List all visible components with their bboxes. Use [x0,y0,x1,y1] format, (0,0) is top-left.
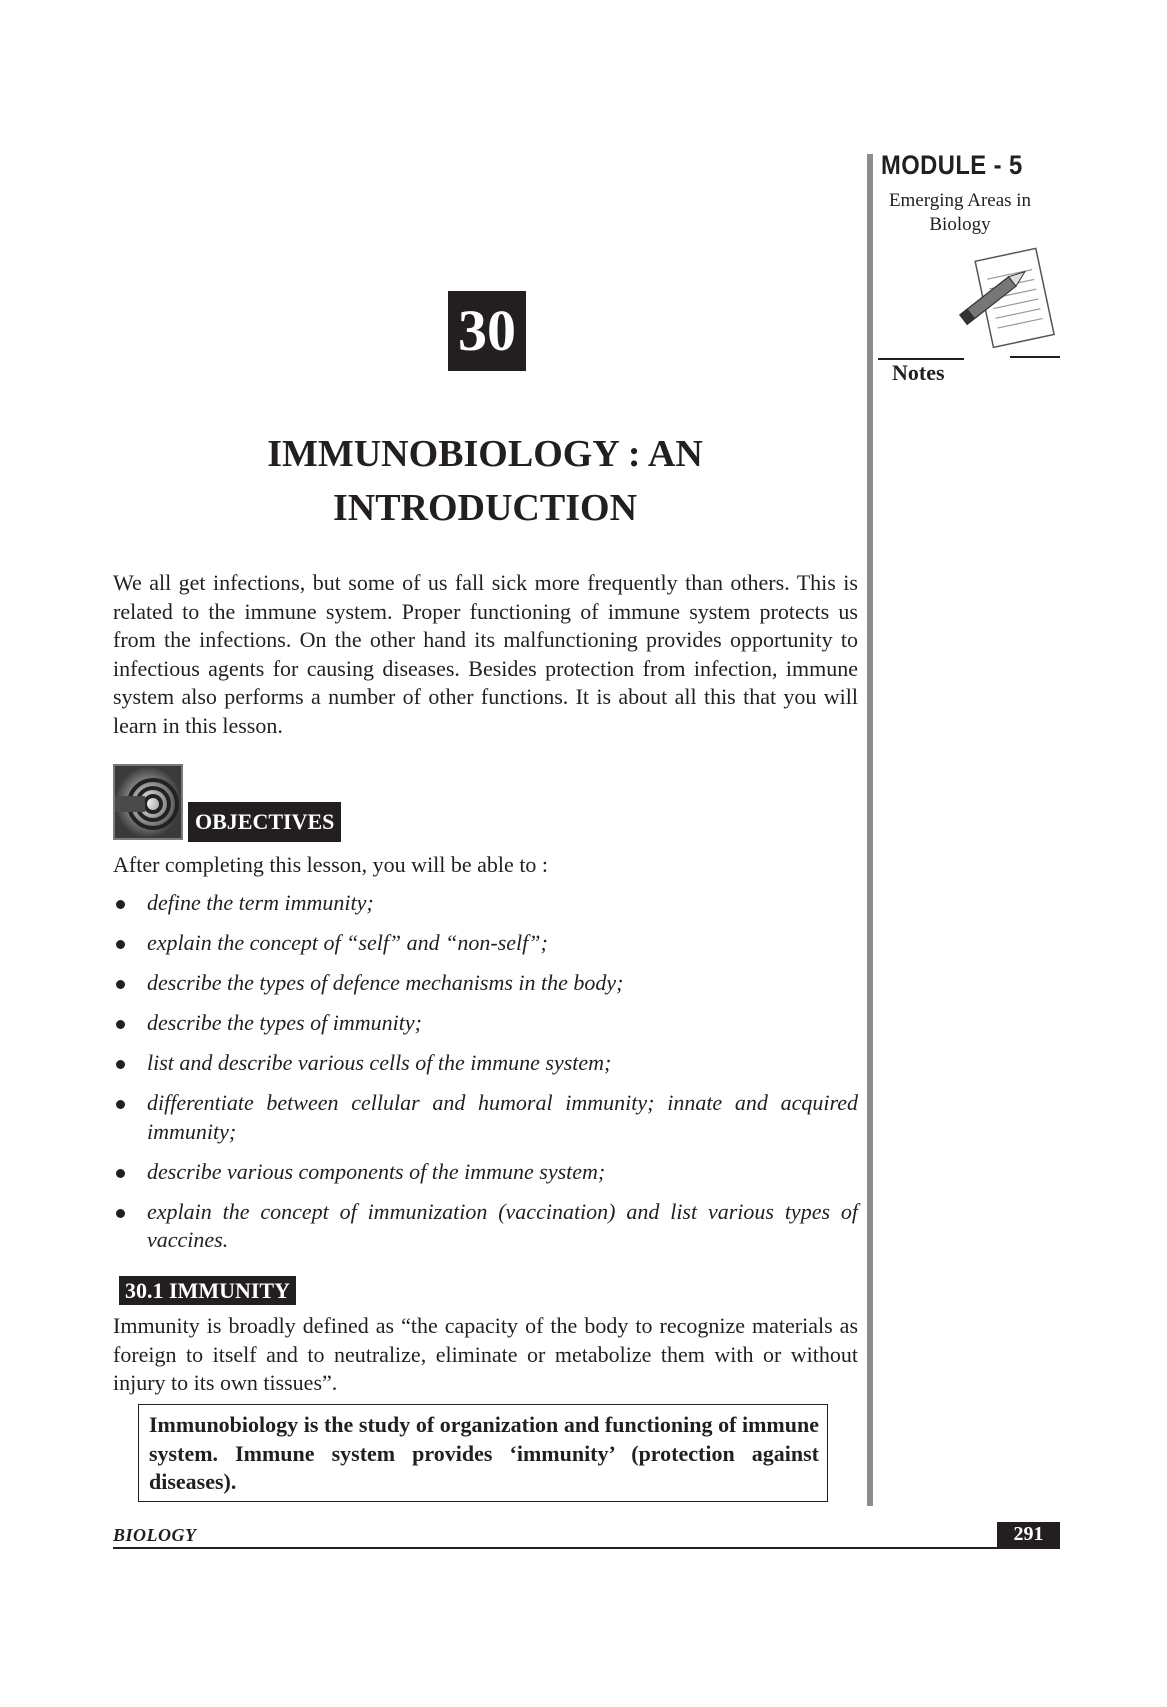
list-item: describe the types of immunity; [113,1009,858,1038]
chapter-title [113,427,857,535]
target-icon [113,764,183,840]
list-item: list and describe various cells of the immune system; [113,1049,858,1078]
list-item: explain the concept of immunization (vaccination) and list various types of vaccines. [113,1198,858,1255]
section-heading: 30.1 IMMUNITY [119,1276,296,1305]
notes-divider [1010,356,1060,358]
list-item: define the term immunity; [113,889,858,918]
objectives-lead: After completing this lesson, you will be able to : [113,852,549,877]
bullet-icon [116,1209,125,1218]
footer-subject: BIOLOGY [113,1525,197,1545]
page-number: 291 [997,1522,1060,1549]
intro-paragraph: We all get infections, but some of us fall sick more frequently than others. This is related to the immune system. Proper functioning of immune system protects us from the infections. On the other hand its malfunctioning provides opportunity to infectious agents for causing diseases. Besides protection from infection, immune system also performs a number of other functions. It is about all this that you will learn in this lesson. [113,570,858,738]
bullet-icon [116,1060,125,1069]
bullet-icon [116,900,125,909]
objectives-list [113,889,858,1266]
chapter-title-line: IMMUNOBIOLOGY : AN [267,433,703,475]
chapter-title-line: INTRODUCTION [332,487,638,529]
list-item: describe various components of the immune system; [113,1158,858,1187]
notes-label: Notes [892,360,945,385]
bullet-icon [116,980,125,989]
objectives-heading: OBJECTIVES [188,802,341,842]
bullet-icon [116,1100,125,1109]
bullet-icon [116,1020,125,1029]
bullet-icon [116,940,125,949]
module-subtitle: Emerging Areas in Biology [888,190,1032,235]
footer-rule [113,1547,1060,1549]
margin-rule [867,154,873,1506]
definition-box: Immunobiology is the study of organization and functioning of immune system. Immune system provides ‘immunity’ (protection against diseases). [138,1404,828,1502]
list-item: explain the concept of “self” and “non-self”; [113,929,858,958]
notepad-pencil-icon [955,245,1065,365]
list-item: describe the types of defence mechanisms in the body; [113,969,858,998]
section-paragraph: Immunity is broadly defined as “the capacity of the body to recognize materials as foreign to itself and to neutralize, eliminate or metabolize them with or without injury to its own tissues”. [113,1313,858,1395]
list-item: differentiate between cellular and humoral immunity; innate and acquired immunity; [113,1089,858,1146]
bullet-icon [116,1169,125,1178]
chapter-number: 30 [448,291,526,371]
module-title: MODULE - 5 [881,150,1023,180]
